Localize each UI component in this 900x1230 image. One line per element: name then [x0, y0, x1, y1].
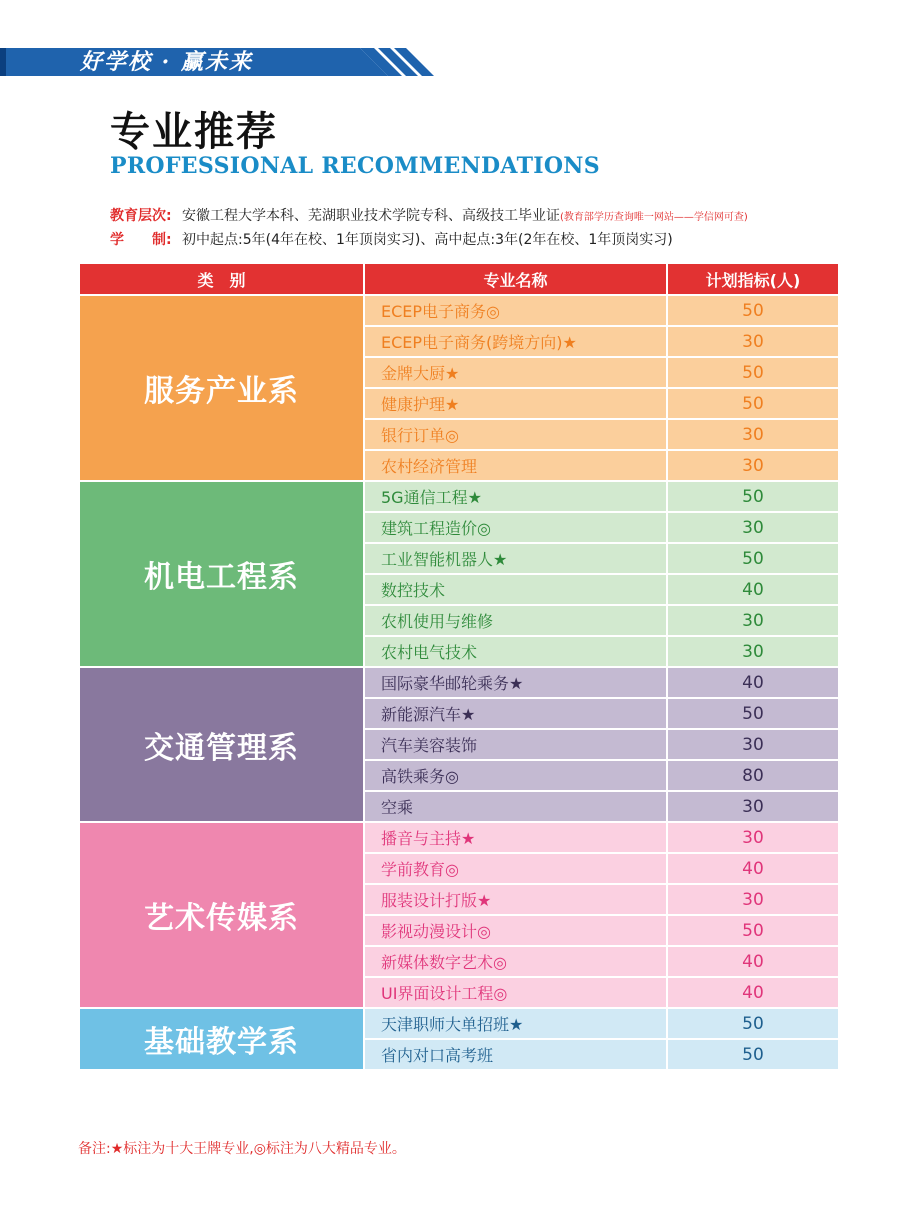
plan-count: 50 — [667, 543, 839, 574]
plan-count: 40 — [667, 977, 839, 1008]
header-plan-count: 计划指标(人) — [667, 263, 839, 295]
table-row — [79, 822, 839, 853]
plan-count: 40 — [667, 946, 839, 977]
plan-count: 30 — [667, 636, 839, 667]
dept-label: 基础教学系 — [79, 1008, 364, 1070]
major-name: 数控技术 — [364, 574, 667, 605]
major-name: 播音与主持★ — [364, 822, 667, 853]
major-name: 学前教育◎ — [364, 853, 667, 884]
school-system-label: 学 制: — [110, 232, 172, 248]
education-level-line — [110, 205, 748, 225]
plan-count: 50 — [667, 357, 839, 388]
plan-count: 50 — [667, 1039, 839, 1070]
header-major-name: 专业名称 — [364, 263, 667, 295]
plan-count: 30 — [667, 450, 839, 481]
table-row — [79, 667, 839, 698]
table-row — [79, 1008, 839, 1039]
page-subtitle: PROFESSIONAL RECOMMENDATIONS — [110, 153, 600, 179]
plan-count: 80 — [667, 760, 839, 791]
major-name: 建筑工程造价◎ — [364, 512, 667, 543]
major-name: 农机使用与维修 — [364, 605, 667, 636]
major-name: 汽车美容装饰 — [364, 729, 667, 760]
table-row — [79, 481, 839, 512]
dept-label: 机电工程系 — [79, 481, 364, 667]
major-name: ECEP电子商务◎ — [364, 295, 667, 326]
dept-group-art-media — [79, 822, 839, 1008]
banner-text: 好学校 · 赢未来 — [80, 49, 253, 75]
plan-count: 30 — [667, 512, 839, 543]
education-level-value: 安徽工程大学本科、芜湖职业技术学院专科、高级技工毕业证 — [182, 208, 560, 224]
plan-count: 40 — [667, 667, 839, 698]
footnote: 备注:★标注为十大王牌专业,◎标注为八大精品专业。 — [78, 1141, 406, 1157]
plan-count: 50 — [667, 295, 839, 326]
banner-edge — [0, 48, 6, 76]
plan-count: 50 — [667, 698, 839, 729]
major-name: 天津职师大单招班★ — [364, 1008, 667, 1039]
major-name: 农村电气技术 — [364, 636, 667, 667]
header-banner — [0, 46, 440, 78]
major-name: 国际豪华邮轮乘务★ — [364, 667, 667, 698]
header-category: 类 别 — [79, 263, 364, 295]
table-row — [79, 295, 839, 326]
major-name: 农村经济管理 — [364, 450, 667, 481]
plan-count: 50 — [667, 1008, 839, 1039]
major-name: 5G通信工程★ — [364, 481, 667, 512]
dept-group-traffic — [79, 667, 839, 822]
plan-count: 30 — [667, 791, 839, 822]
dept-label: 服务产业系 — [79, 295, 364, 481]
dept-group-service — [79, 295, 839, 481]
plan-count: 50 — [667, 915, 839, 946]
page-title: 专业推荐 — [110, 108, 278, 155]
plan-count: 30 — [667, 729, 839, 760]
major-plan-table — [78, 262, 840, 1071]
dept-group-basic — [79, 1008, 839, 1070]
plan-count: 50 — [667, 388, 839, 419]
table-header-row — [79, 263, 839, 295]
education-level-note: (教育部学历查询唯一网站——学信网可查) — [560, 212, 748, 223]
major-name: 影视动漫设计◎ — [364, 915, 667, 946]
major-name: 新媒体数字艺术◎ — [364, 946, 667, 977]
major-name: 服装设计打版★ — [364, 884, 667, 915]
school-system-value: 初中起点:5年(4年在校、1年顶岗实习)、高中起点:3年(2年在校、1年顶岗实习) — [182, 232, 673, 248]
plan-count: 30 — [667, 326, 839, 357]
major-name: 新能源汽车★ — [364, 698, 667, 729]
banner-stripes-icon — [330, 48, 440, 76]
major-name: UI界面设计工程◎ — [364, 977, 667, 1008]
dept-label: 艺术传媒系 — [79, 822, 364, 1008]
dept-label: 交通管理系 — [79, 667, 364, 822]
dept-group-mechatronics — [79, 481, 839, 667]
major-name: 金牌大厨★ — [364, 357, 667, 388]
plan-count: 30 — [667, 822, 839, 853]
plan-count: 30 — [667, 884, 839, 915]
major-name: 空乘 — [364, 791, 667, 822]
plan-count: 40 — [667, 574, 839, 605]
plan-count: 50 — [667, 481, 839, 512]
major-name: 高铁乘务◎ — [364, 760, 667, 791]
education-level-label: 教育层次: — [110, 208, 172, 224]
major-name: 健康护理★ — [364, 388, 667, 419]
plan-count: 40 — [667, 853, 839, 884]
major-name: 工业智能机器人★ — [364, 543, 667, 574]
major-name: 省内对口高考班 — [364, 1039, 667, 1070]
plan-count: 30 — [667, 419, 839, 450]
plan-count: 30 — [667, 605, 839, 636]
school-system-line — [110, 229, 673, 249]
major-name: ECEP电子商务(跨境方向)★ — [364, 326, 667, 357]
major-name: 银行订单◎ — [364, 419, 667, 450]
